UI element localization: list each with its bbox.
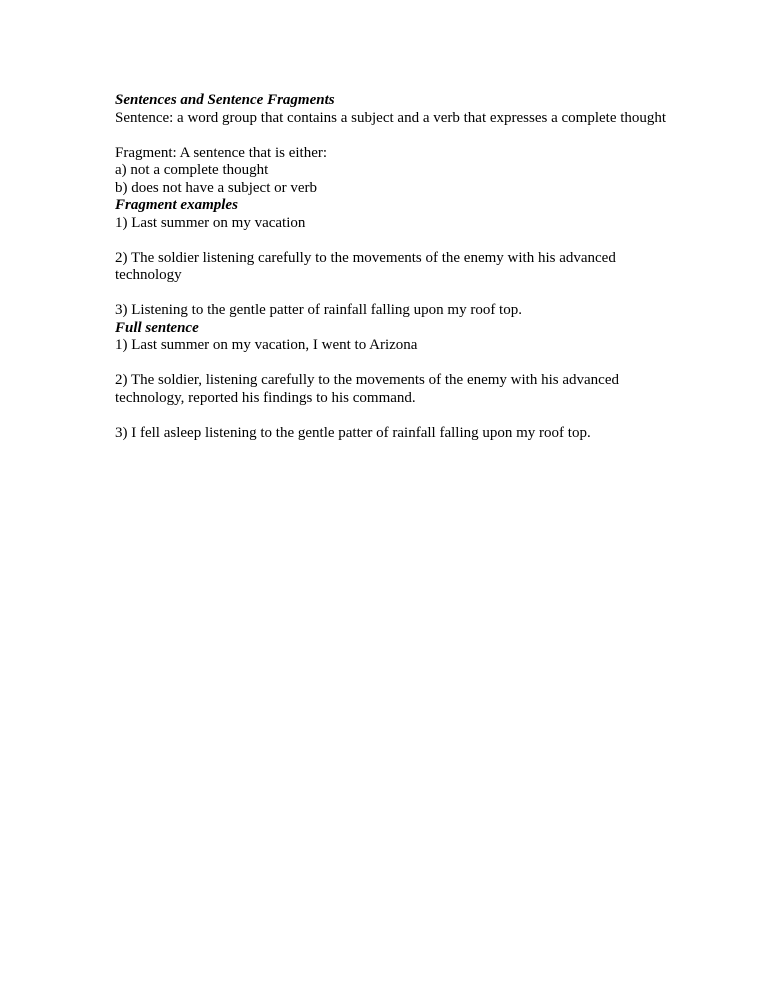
spacer xyxy=(115,232,675,250)
fragment-criterion: a) not a complete thought xyxy=(115,162,269,178)
spacer xyxy=(115,127,675,145)
sentence-definition: Sentence: a word group that contains a subject and a verb that expresses a complete thought xyxy=(115,109,667,126)
document-title: Sentences and Sentence Fragments xyxy=(115,92,335,108)
document-body xyxy=(115,92,675,442)
fragment-criterion: b) does not have a subject or verb xyxy=(115,179,318,196)
full-sentence-example: 2) The soldier, listening carefully to the movements of the enemy with his advanced technology, reported his findings to his command. xyxy=(115,372,619,406)
spacer xyxy=(115,285,675,303)
fragment-examples-heading: Fragment examples xyxy=(115,197,238,213)
fragment-example: 2) The soldier listening carefully to the movements of the enemy with his advanced technology xyxy=(115,249,616,283)
fragment-example: 3) Listening to the gentle patter of rainfall falling upon my roof top. xyxy=(115,302,522,318)
spacer xyxy=(115,355,675,373)
spacer xyxy=(115,407,675,425)
fragment-example: 1) Last summer on my vacation xyxy=(115,214,306,231)
full-sentence-example: 3) I fell asleep listening to the gentle patter of rainfall falling upon my roof top. xyxy=(115,424,591,441)
full-sentence-heading: Full sentence xyxy=(115,319,199,336)
fragment-intro: Fragment: A sentence that is either: xyxy=(115,144,328,161)
full-sentence-example: 1) Last summer on my vacation, I went to Arizona xyxy=(115,337,418,353)
